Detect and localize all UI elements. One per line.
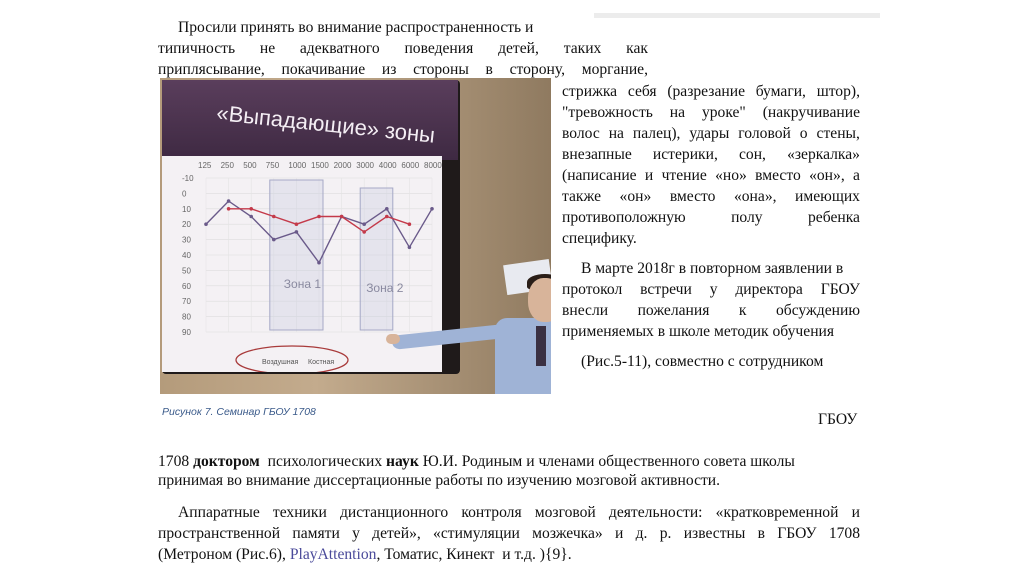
para3-bold-science: наук <box>386 453 419 470</box>
data-point <box>362 222 366 226</box>
word: полу <box>731 209 763 226</box>
word: и <box>644 167 654 184</box>
word: приплясывание, <box>158 61 265 78</box>
data-point <box>408 222 412 226</box>
word: ребенка <box>808 209 860 226</box>
word: (накручивание <box>762 104 860 121</box>
word: чтение <box>661 167 707 184</box>
word: истерики, <box>652 146 718 163</box>
para4-line3 <box>158 545 572 564</box>
word: Аппаратные <box>178 504 260 521</box>
para4-line3-b: , Томатис, Кинект и т.д. ){9}. <box>376 546 572 563</box>
y-tick-label: 80 <box>182 312 191 322</box>
para1-right-line-7 <box>562 208 860 227</box>
y-tick-label: 40 <box>182 251 191 260</box>
para1-right-line-1 <box>562 82 860 101</box>
para4-line1 <box>178 503 860 522</box>
x-tick-label: 500 <box>243 161 257 170</box>
word: себя <box>627 83 657 100</box>
x-tick-label: 8000 <box>424 161 442 170</box>
data-point <box>295 222 299 226</box>
word: деятельности: <box>608 504 703 521</box>
top-rule <box>594 13 880 18</box>
data-point <box>295 230 299 234</box>
data-point <box>249 215 253 219</box>
para3-line1 <box>158 452 795 471</box>
word: р. <box>659 525 672 542</box>
data-point <box>317 261 321 265</box>
word: «кратковременной <box>715 504 839 521</box>
word: также <box>562 188 601 205</box>
word: «он», <box>809 167 845 184</box>
word: ГБОУ <box>777 525 817 542</box>
data-point <box>317 215 321 219</box>
y-tick-label: 0 <box>182 189 187 199</box>
presenter-tie <box>536 326 546 366</box>
word: «зеркалка» <box>787 146 860 163</box>
word: (написание <box>562 167 637 184</box>
legend-bone-label: Костная <box>308 359 335 366</box>
word: вместо <box>755 167 801 184</box>
y-tick-label: 90 <box>182 328 191 337</box>
word: 1708 <box>828 525 860 542</box>
para1-right-line-2 <box>562 103 860 122</box>
word: «но» <box>715 167 747 184</box>
word: известны <box>683 525 746 542</box>
para2-line5: (Рис.5-11), совместно с сотрудником <box>581 353 824 370</box>
para2-line3 <box>562 301 860 320</box>
y-tick-label: 70 <box>182 297 191 307</box>
screen-title: «Выпадающие» зоны <box>215 100 437 148</box>
word: сон, <box>738 146 766 163</box>
para1-line2 <box>158 39 648 58</box>
word: на <box>669 104 686 121</box>
x-tick-label: 6000 <box>401 161 420 170</box>
data-point <box>227 199 231 203</box>
word: сторону, <box>509 61 565 78</box>
word: покачивание <box>281 61 366 78</box>
zone-1-box <box>270 180 323 330</box>
word: штор), <box>816 83 860 100</box>
word: в <box>757 525 765 542</box>
word: внесли <box>562 302 609 319</box>
word: дистанционного <box>339 504 449 521</box>
para3-middle: психологических <box>259 453 387 470</box>
word: пожелания <box>637 302 710 319</box>
word: имеющих <box>795 188 860 205</box>
data-point <box>385 207 389 211</box>
word: бумаги, <box>755 83 806 100</box>
x-tick-label: 4000 <box>378 161 397 170</box>
word: у <box>352 525 360 542</box>
data-point <box>362 230 366 234</box>
word: таких <box>563 40 602 57</box>
word: а <box>853 167 860 184</box>
y-tick-label: -10 <box>182 174 194 183</box>
word: "тревожность <box>562 104 653 121</box>
word: стены, <box>816 125 860 142</box>
y-tick-label: 10 <box>182 204 191 214</box>
word: к <box>738 302 747 319</box>
data-point <box>249 207 253 211</box>
word: поведения <box>404 40 474 57</box>
word: мозговой <box>534 504 596 521</box>
para4-line3-a: (Метроном (Рис.6), <box>158 546 290 563</box>
word: на <box>608 125 624 142</box>
word: вместо <box>669 188 716 205</box>
playattention-link[interactable]: PlayAttention <box>289 546 377 563</box>
word: из <box>381 61 397 78</box>
y-tick-label: 50 <box>182 266 191 276</box>
para2-line2 <box>562 280 860 299</box>
word: директора <box>735 281 803 298</box>
word: контроля <box>461 504 522 521</box>
data-point <box>227 207 231 211</box>
para2-gbou: ГБОУ <box>818 411 858 428</box>
para2-line1: В марте 2018г в повторном заявлении в <box>581 260 844 277</box>
data-point <box>408 246 412 250</box>
word: не <box>259 40 276 57</box>
data-point <box>385 215 389 219</box>
para3-rest: Ю.И. Родиным и членами общественного совета школы <box>418 453 795 470</box>
y-tick-label: 20 <box>182 220 191 230</box>
x-tick-label: 1000 <box>288 161 307 170</box>
para1-right-line-6 <box>562 187 860 206</box>
word: волос <box>562 125 600 142</box>
word: головой <box>738 125 791 142</box>
word: мозжечка» <box>532 525 603 542</box>
para1-line3 <box>158 60 648 79</box>
word: в <box>485 61 493 78</box>
x-tick-label: 750 <box>265 161 280 170</box>
presenter-head <box>528 278 551 322</box>
word: и <box>614 525 624 542</box>
word: техники <box>272 504 327 521</box>
word: противоположную <box>562 209 686 226</box>
figure-caption: Рисунок 7. Семинар ГБОУ 1708 <box>162 406 316 418</box>
screen-header <box>162 80 458 160</box>
para3-line2: принимая во внимание диссертационные работы по изучению мозговой активности. <box>158 472 721 489</box>
word: детей, <box>498 40 539 57</box>
word: стрижка <box>562 83 618 100</box>
presenter-hand <box>386 334 400 344</box>
word: ГБОУ <box>820 281 860 298</box>
seminar-photo <box>160 78 551 394</box>
y-tick-label: 30 <box>182 235 191 245</box>
word: (разрезание <box>667 83 745 100</box>
word: обсуждению <box>775 302 860 319</box>
data-point <box>430 207 434 211</box>
x-tick-label: 3000 <box>356 161 374 170</box>
word: д. <box>635 525 648 542</box>
word: «она», <box>733 188 777 205</box>
word: адекватного <box>299 40 380 57</box>
para1-right-line-4 <box>562 145 860 164</box>
x-tick-label: 1500 <box>311 161 329 170</box>
word: типичность <box>158 40 236 57</box>
word: «он» <box>619 188 652 205</box>
data-point <box>272 238 276 242</box>
word: протокол <box>562 281 623 298</box>
zone-2-label: Зона 2 <box>366 281 404 295</box>
para1-right-line-5 <box>562 166 860 185</box>
zone-1-label: Зона 1 <box>283 277 322 291</box>
x-tick-label: 125 <box>198 161 212 170</box>
y-tick-label: 60 <box>182 281 191 291</box>
data-point <box>272 215 276 219</box>
word: стороны <box>413 61 469 78</box>
word: и <box>851 504 860 521</box>
word: палец), <box>632 125 681 142</box>
legend-air-label: Воздушная <box>262 359 299 366</box>
word: памяти <box>292 525 340 542</box>
x-tick-label: 2000 <box>333 161 352 170</box>
word: встречи <box>640 281 692 298</box>
word: уроке" <box>701 104 746 121</box>
para3-prefix: 1708 <box>158 453 194 470</box>
para1-right-last: специфику. <box>562 230 637 247</box>
para1-line1: Просили принять во внимание распространенность и <box>178 19 534 36</box>
x-tick-label: 250 <box>220 161 234 170</box>
data-point <box>340 215 344 219</box>
para1-right-line-3 <box>562 124 860 143</box>
word: удары <box>689 125 730 142</box>
para4-line2 <box>158 524 860 543</box>
word: внезапные <box>562 146 632 163</box>
word: «стимуляции <box>433 525 520 542</box>
para3-bold-doctor: доктором <box>193 453 260 470</box>
word: моргание, <box>581 61 648 78</box>
presentation-screen <box>162 80 460 374</box>
word: у <box>709 281 718 298</box>
data-point <box>204 222 208 226</box>
word: о <box>799 125 808 142</box>
word: как <box>626 40 648 57</box>
word: пространственной <box>158 525 281 542</box>
para2-line4: применяемых в школе методик обучения <box>562 323 835 340</box>
word: детей», <box>372 525 421 542</box>
